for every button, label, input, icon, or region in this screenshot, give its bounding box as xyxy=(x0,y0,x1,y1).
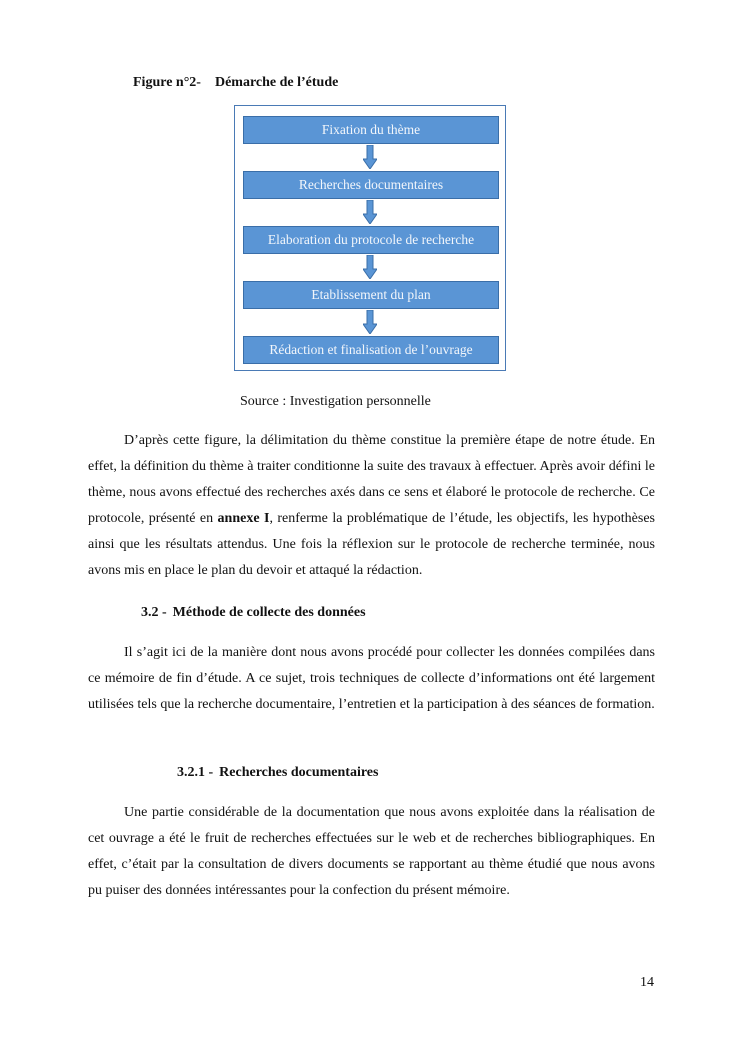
annexe-reference: annexe I xyxy=(217,511,270,526)
down-arrow-icon xyxy=(363,310,377,334)
flow-step-4: Etablissement du plan xyxy=(243,281,499,309)
section-number: 3.2 - xyxy=(141,605,167,620)
down-arrow-icon xyxy=(363,255,377,279)
section-heading-3-2 xyxy=(141,605,366,621)
figure-source: Source : Investigation personnelle xyxy=(240,394,431,409)
paragraph-collection-methods: Il s’agit ici de la manière dont nous avons procédé pour collecter les données compilées dans ce mémoire de fin d’étude. A ce sujet, trois techniques de collecte d’informations ont été largement utilisées tels que la recherche documentaire, l’entretien et la participation à des séances de formation. xyxy=(88,645,655,712)
paragraph-text: D’après cette figure, la délimitation du thème constitue la première étape de notre étude. En effet, la définition du thème à traiter conditionne la suite des travaux à effectuer. Après avoir défini le thème, nous avons effectué des recherches axés dans ce sens et élaboré le protocole de recherche. Ce protocole, présenté en xyxy=(88,433,655,526)
flow-step-2: Recherches documentaires xyxy=(243,171,499,199)
flow-step-5: Rédaction et finalisation de l’ouvrage xyxy=(243,336,499,364)
paragraph-text: , renferme la problématique de l’étude, les objectifs, les hypothèses ainsi que les résultats attendus. Une fois la réflexion sur le protocole de recherche terminée, nous avons mis en place le plan du devoir et attaqué la rédaction. xyxy=(88,511,655,578)
figure-caption xyxy=(133,75,338,91)
section-title: Méthode de collecte des données xyxy=(172,605,366,620)
flow-step-3: Elaboration du protocole de recherche xyxy=(243,226,499,254)
section-title: Recherches documentaires xyxy=(219,765,379,780)
flowchart-frame xyxy=(234,105,506,371)
flow-step-1: Fixation du thème xyxy=(243,116,499,144)
paragraph-documentary-research: Une partie considérable de la documentation que nous avons exploitée dans la réalisation de cet ouvrage a été le fruit de recherches effectuées sur le web et de recherches bibliographiques. En effet, c’était par la consultation de divers documents se rapportant au thème étudié que nous avons pu puiser des données intéressantes pour la confection du présent mémoire. xyxy=(88,805,655,898)
paragraph-figure-commentary xyxy=(88,428,655,584)
section-heading-3-2-1 xyxy=(177,765,378,781)
section-number: 3.2.1 - xyxy=(177,765,214,780)
figure-label: Figure n°2- xyxy=(133,75,201,90)
page-number: 14 xyxy=(640,975,654,990)
figure-title: Démarche de l’étude xyxy=(214,75,339,90)
down-arrow-icon xyxy=(363,145,377,169)
down-arrow-icon xyxy=(363,200,377,224)
